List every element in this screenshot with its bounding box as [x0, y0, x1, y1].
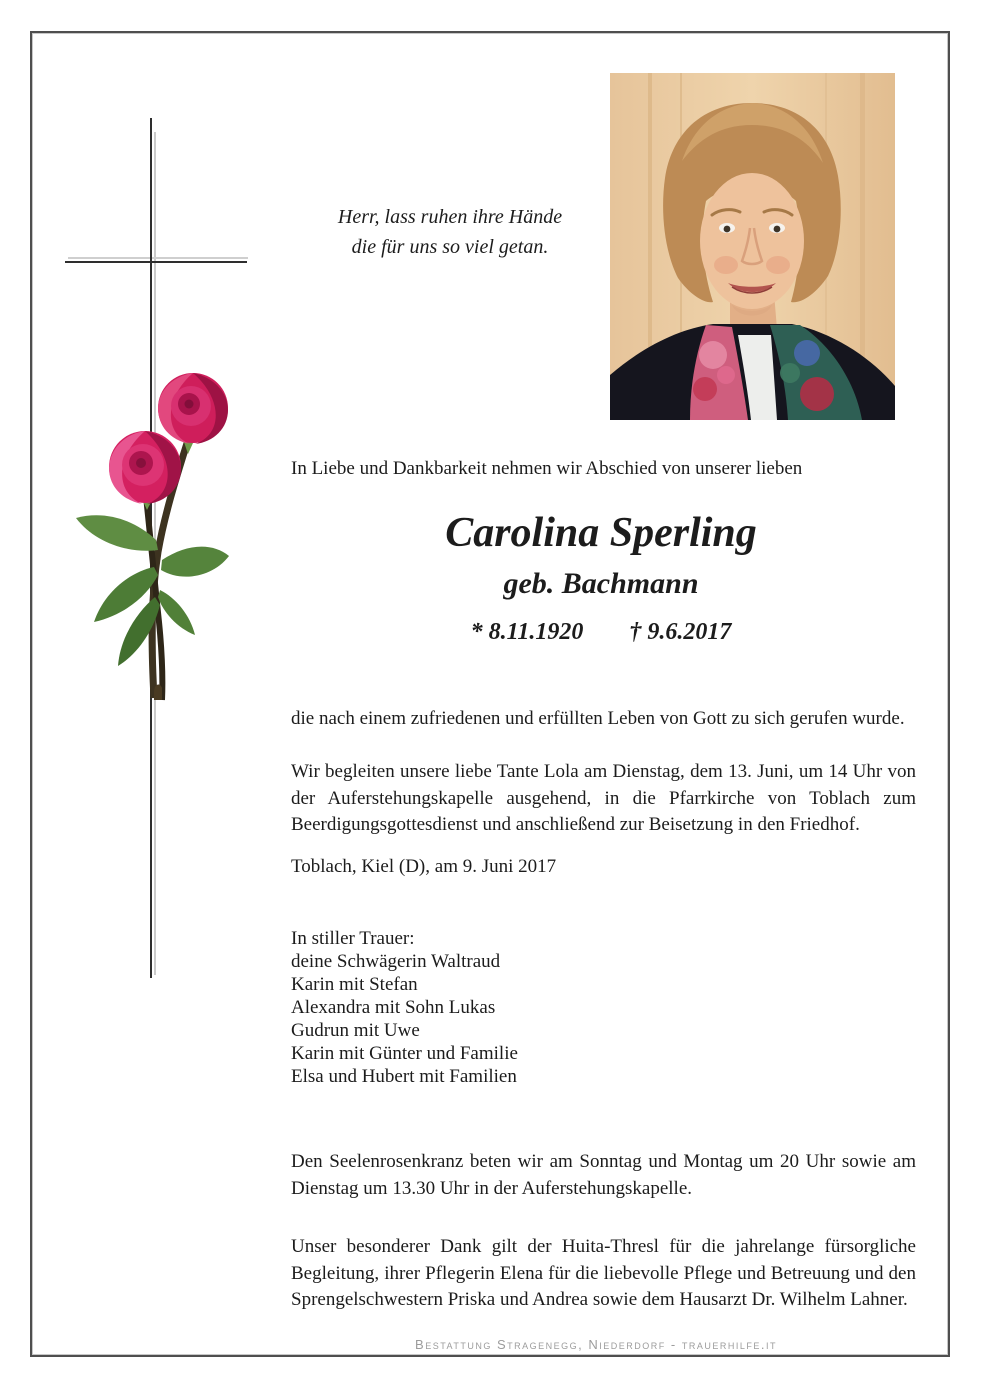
body-paragraph-2: Wir begleiten unsere liebe Tante Lola am Dienstag, dem 13. Juni, um 14 Uhr von der Auferstehungskapelle ausgehend, in die Pfarrkirche von Toblach zum Beerdigungsgottesdienst und anschließend zur Beisetzung in den Friedhof.	[291, 761, 916, 835]
mourners-title: In stiller Trauer:	[291, 928, 415, 949]
thanks-note: Unser besonderer Dank gilt der Huita-Thresl für die jahrelange fürsorgliche Begleitung, ihrer Pflegerin Elena für die liebevolle Pflege und Betreuung und den Sprengelschwestern Priska und Andrea sowie dem Hausarzt Dr. Wilhelm Lahner.	[291, 1236, 916, 1310]
body-paragraph-1: die nach einem zufriedenen und erfüllten Leben von Gott zu sich gerufen wurde.	[291, 708, 905, 729]
birth-date: * 8.11.1920	[470, 619, 584, 645]
portrait-photo	[610, 73, 895, 420]
mourner-name: Elsa und Hubert mit Familien	[291, 1066, 517, 1087]
mourner-name: deine Schwägerin Waltraud	[291, 951, 501, 972]
announcement-intro: In Liebe und Dankbarkeit nehmen wir Abschied von unserer lieben	[291, 458, 803, 479]
quote-line-2: die für uns so viel getan.	[351, 236, 549, 258]
deceased-maiden-name: geb. Bachmann	[503, 567, 699, 600]
roses-icon	[50, 372, 235, 702]
mourner-name: Karin mit Günter und Familie	[291, 1043, 518, 1064]
rosary-note: Den Seelenrosenkranz beten wir am Sonntag und Montag um 20 Uhr sowie am Dienstag um 13.30 Uhr in der Auferstehungskapelle.	[291, 1151, 916, 1199]
mourner-name: Karin mit Stefan	[291, 974, 418, 995]
quote-line-1: Herr, lass ruhen ihre Hände	[337, 206, 563, 228]
cross-icon	[68, 257, 248, 259]
memorial-quote	[290, 202, 610, 262]
funeral-home-footer: Bestattung Stragenegg, Niederdorf - trauerhilfe.it	[415, 1337, 777, 1352]
life-dates	[291, 617, 911, 647]
mourners-list	[291, 927, 916, 1088]
cross-icon	[65, 261, 247, 263]
deceased-name: Carolina Sperling	[445, 510, 757, 556]
place-dateline: Toblach, Kiel (D), am 9. Juni 2017	[291, 856, 557, 877]
mourner-name: Alexandra mit Sohn Lukas	[291, 997, 496, 1018]
death-date: † 9.6.2017	[629, 619, 732, 645]
mourner-name: Gudrun mit Uwe	[291, 1020, 420, 1041]
